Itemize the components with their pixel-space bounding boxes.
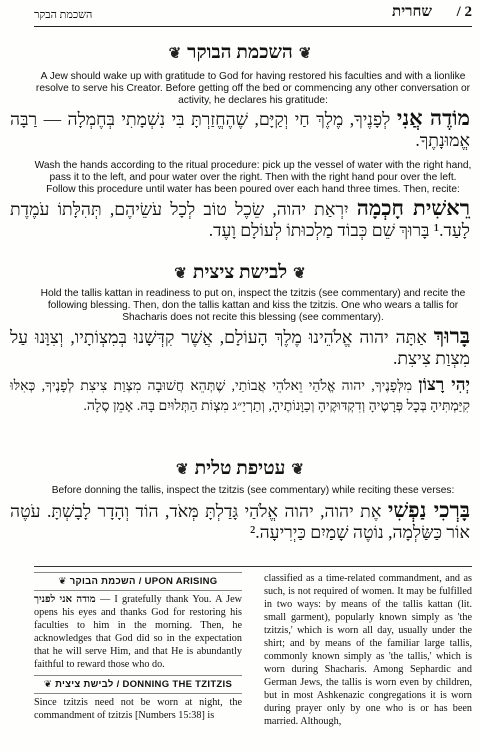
section-heading-tallis xyxy=(0,458,480,480)
instruction-washing: Wash the hands according to the ritual procedure: pick up the vessel of water with the right hand, pass it to the left, and pour water over the right. Then with the right hand pour over the left. Follow this procedure until water has been poured over each hand three times. Then, recite: xyxy=(34,160,472,195)
ornament-icon: ❦ xyxy=(293,266,306,282)
commentary-heading-hebrew: לבישת ציצית xyxy=(55,679,114,690)
ornament-icon: ❦ xyxy=(176,462,189,478)
section-heading-tzitzis xyxy=(0,262,480,284)
prayer-opening-word: רֵאשִׁית חָכְמָה xyxy=(356,196,471,220)
ornament-icon: ❦ xyxy=(168,46,182,62)
running-head-left: השכמת הבקר xyxy=(34,9,93,21)
rule xyxy=(34,590,242,591)
commentary-heading-english: / UPON ARISING xyxy=(138,576,218,587)
commentary-left-column xyxy=(34,572,242,722)
commentary-paragraph: Since tzitzis need not be worn at night, the commandment of tzitzis [Numbers 15:38] is xyxy=(34,697,242,721)
prayer-text: אַתָּה יהוה אֱלֹהֵינוּ מֶלֶךְ הָעוֹלָם, אֲשֶׁר קִדְּשָׁנוּ בְּמִצְוֹתָיו, וְצִוָּנוּ עַל מִצְוַת צִיצִת. xyxy=(10,327,470,368)
commentary-heading-upon-arising: ❦ השכמת הבוקר / UPON ARISING xyxy=(58,576,218,587)
page-number: 2 / xyxy=(456,4,472,20)
ornament-icon: ❦ xyxy=(291,462,304,478)
commentary-heading-english: / DONNING THE TZITZIS xyxy=(116,679,233,690)
commentary-lemma: מודה אני לפניך xyxy=(34,594,96,605)
ornament-icon: ❦ xyxy=(174,266,187,282)
section-heading-upon-arising xyxy=(0,42,480,64)
commentary-text: — I gratefully thank You. A Jew opens his eyes and thanks God for restoring his faculties to him in the morning. Then, he acknowledges that God did so in the expectation that he will serve Him, and that He is abundantly faithful to reward those who do. xyxy=(34,594,242,670)
header-rule xyxy=(34,26,472,27)
running-head-right: שחרית xyxy=(392,4,432,20)
prayer-opening-word: יְהִי רָצוֹן xyxy=(418,375,470,394)
ornament-icon: ❦ xyxy=(298,46,312,62)
rule xyxy=(34,572,242,573)
prayer-text: יִרְאַת יהוה, שֵׂכֶל טוֹב לְכָל עֹשֵׂיהֶם, תְּהִלָּתוֹ עֹמֶדֶת לָעַד.¹ בָּרוּךְ שֵׁם כְּבוֹד מַלְכוּתוֹ לְעוֹלָם וָעֶד. xyxy=(10,199,470,240)
prayer-text: אֶת יהוה, יהוה אֱלֹהַי גָּדַלְתָּ מְּאֹד, הוֹד וְהָדָר לָבָשְׁתָּ. עֹטֶה אוֹר כַּשַּׂלְמָה, נוֹטֶה שָׁמַיִם כַּיְרִיעָה.² xyxy=(10,501,470,542)
prayer-reishis-chochmah xyxy=(10,198,470,241)
commentary-heading-tzitzis: ❦ לבישת ציצית / DONNING THE TZITZIS xyxy=(43,679,233,690)
prayer-opening-word: בָּרְכִי נַפְשִׁי xyxy=(387,498,470,522)
commentary-divider xyxy=(34,566,472,567)
instruction-upon-arising: A Jew should wake up with gratitude to God for having restored his faculties and with a lionlike resolve to serve his Creator. Before getting off the bed or commencing any other conversation or activity, he declares his gratitude: xyxy=(35,71,471,106)
section-title: עטיפת טלית xyxy=(194,458,286,479)
instruction-tallis: Before donning the tallis, inspect the tzitzis (see commentary) while reciting these verses: xyxy=(51,485,455,496)
instruction-tzitzis: Hold the tallis kattan in readiness to put on, inspect the tzitzis (see commentary) and recite the following blessing. Then, don the tallis kattan and kiss the tzitzis. One who wears a tallis for Shacharis does not recite this blessing (see commentary). xyxy=(40,288,466,323)
commentary-right-column: classified as a time-related commandment, and as such, is not required of women. It may be fulfilled in two ways: by means of the tallis kattan (lit. small garment), popularly known simply as 'the tzitzis,' which is worn all day, usually under the shirt; and by means of the familiar large tallis, commonly known simply as 'the tallis,' which is worn during Shacharis. Among Sephardic and German Jews, the tallis is worn even by children, but in most Ashkenazic congregations it is worn during prayer only by one who is or has been married. Although, xyxy=(264,573,472,727)
prayer-opening-word: מוֹדֶה אֲנִי xyxy=(396,106,470,130)
prayer-text: מִלְּפָנֶיךָ, יהוה אֱלֹהַי וֵאלֹהֵי אֲבוֹתַי, שֶׁתְּהֵא חֲשׁוּבָה מִצְוַת צִיצִת לְפָנֶיךָ, כְּאִלּוּ קִיַּמְתִּיהָ בְּכָל פְּרָטֶיהָ וְדִקְדּוּקֶיהָ וְכַוָּנוֹתֶיהָ, וְתַרְיַ״ג מִצְוֹת הַתְּלוּיִם בָּהּ. אָמֵן סֶלָה. xyxy=(10,379,470,414)
prayer-barchi-nafshi xyxy=(10,500,470,543)
prayer-blessing-tzitzis xyxy=(10,326,470,369)
section-title: השכמת הבוקר xyxy=(187,42,293,63)
prayer-modeh-ani xyxy=(10,108,470,151)
rule xyxy=(34,693,242,694)
prayer-yehi-ratzon xyxy=(10,375,470,417)
commentary-heading-hebrew: השכמת הבוקר xyxy=(69,576,136,587)
rule xyxy=(34,675,242,676)
section-title: לבישת ציצית xyxy=(192,262,288,283)
prayer-text: לְפָנֶיךָ, מֶלֶךְ חַי וְקַיָּם, שֶׁהֶחֱזַרְתָּ בִּי נִשְׁמָתִי בְּחֶמְלָה — רַבָּה אֱמוּנָתֶךָ. xyxy=(10,109,470,150)
prayer-opening-word: בָּרוּךְ xyxy=(433,324,470,348)
commentary-paragraph xyxy=(34,593,242,671)
